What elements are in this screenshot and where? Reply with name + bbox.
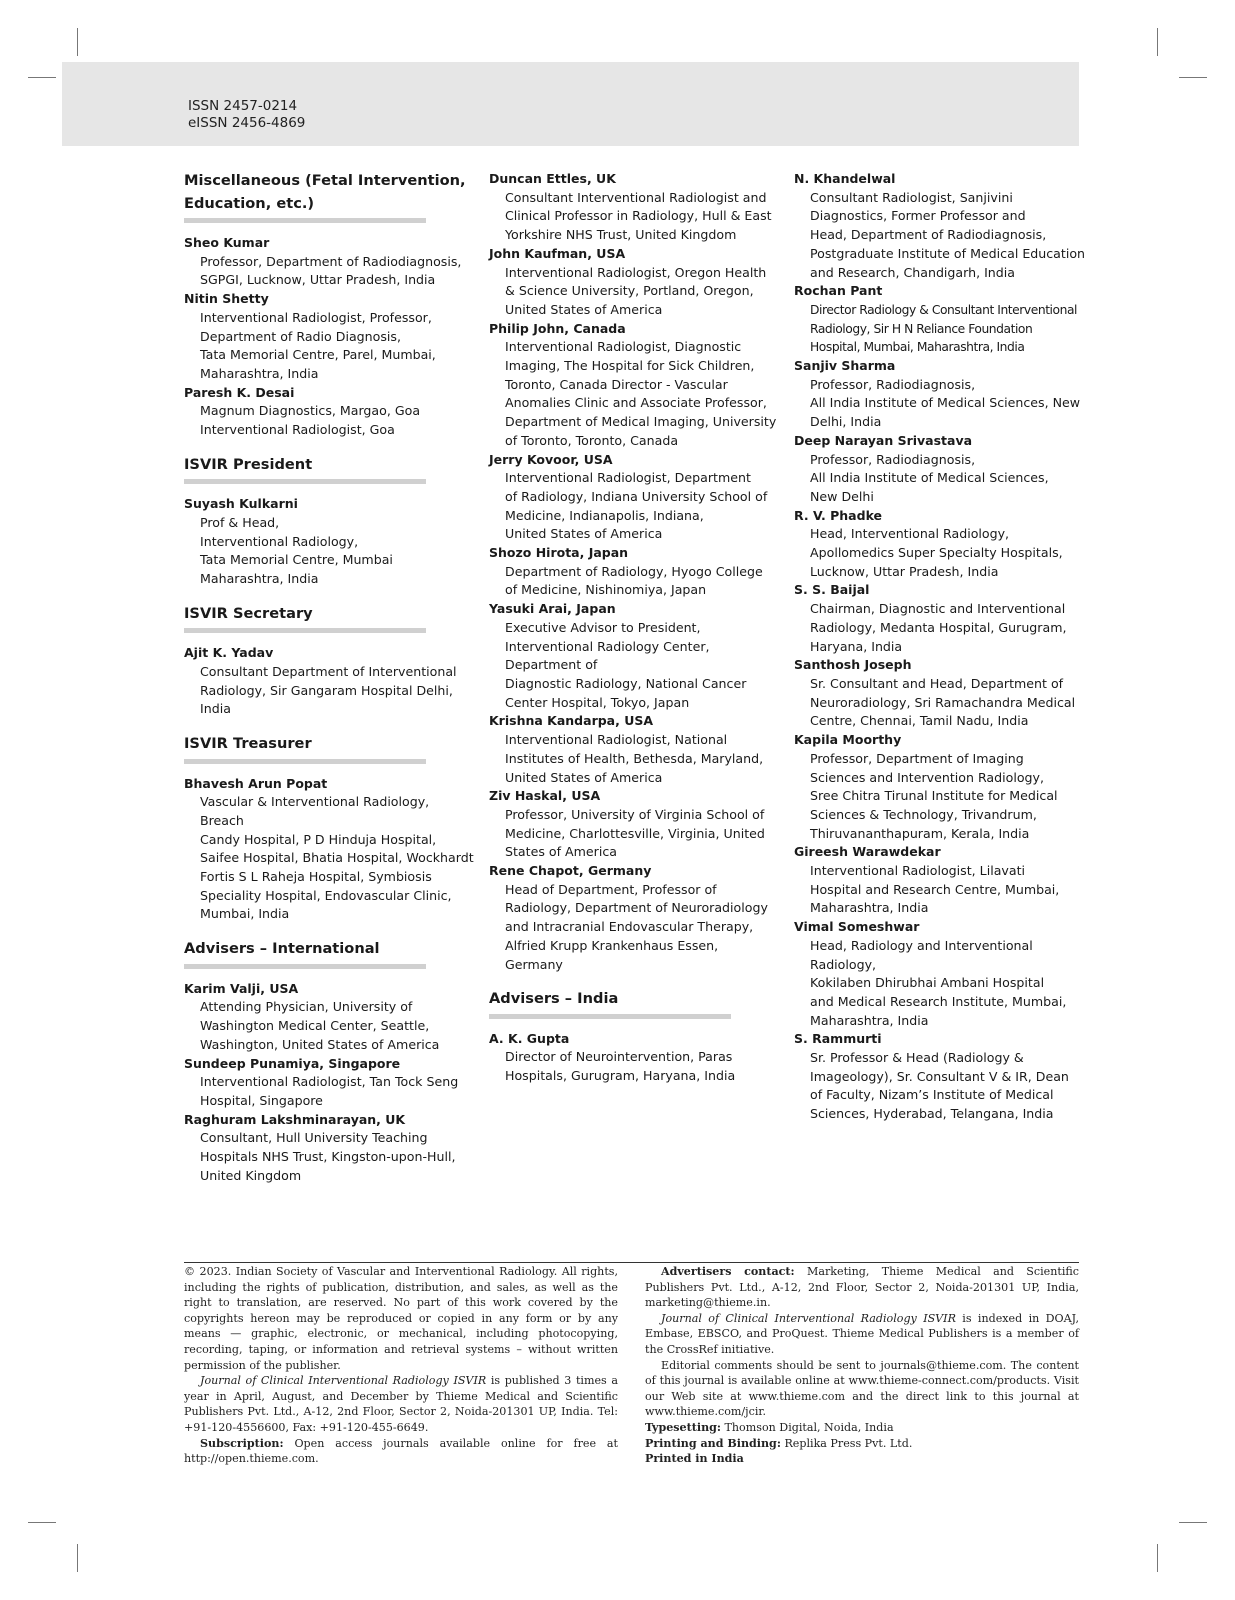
member-name: Rene Chapot, Germany bbox=[489, 863, 652, 879]
copyright-notice: © 2023. Indian Society of Vascular and Interventional Radiology. All rights, including the rights of publication, distribution, and sales, as well as the right to translation, are reserved. No part of this work covered by the copyrights hereon may be reproduced or copied in any form or by any means — graphic, electronic, or mechanical, including photocopying, recording, taping, or information and retrieval systems – without written permission of the publisher. bbox=[184, 1265, 618, 1372]
section-title: ISVIR Secretary bbox=[184, 604, 313, 622]
member-name: Karim Valji, USA bbox=[184, 980, 299, 996]
board-member bbox=[184, 384, 476, 440]
indexed-text: is indexed in DOAJ, Embase, EBSCO, and ProQuest. Thieme Medical Publishers is a member of the CrossRef initiative. bbox=[645, 1311, 1079, 1356]
member-affiliation: Head, Radiology and Interventional Radiology, Kokilaben Dhirubhai Ambani Hospital and Medical Research Institute, Mumbai, Maharashtra, India bbox=[810, 937, 1067, 1028]
member-name: Duncan Ettles, UK bbox=[489, 171, 616, 186]
subscription-text: Open access journals available online for free at http://open.thieme.com. bbox=[184, 1436, 618, 1466]
board-member bbox=[184, 644, 476, 719]
crop-mark bbox=[28, 77, 56, 78]
member-affiliation: Interventional Radiologist, National Institutes of Health, Bethesda, Maryland, United States of America bbox=[505, 732, 764, 785]
member-affiliation: Consultant Radiologist, Sanjivini Diagnostics, Former Professor and Head, Department of Radiodiagnosis, Postgraduate Institute of Medical Education and Research, Chandigarh, India bbox=[810, 189, 1086, 280]
member-name: Philip John, Canada bbox=[489, 320, 626, 336]
crop-mark bbox=[1179, 77, 1207, 78]
member-name: Gireesh Warawdekar bbox=[794, 844, 941, 860]
section-title: Advisers – International bbox=[184, 940, 380, 958]
member-name: Ajit K. Yadav bbox=[184, 645, 274, 661]
typesetting-notice bbox=[645, 1420, 1079, 1436]
board-member bbox=[794, 170, 1086, 282]
member-name: S. S. Baijal bbox=[794, 582, 870, 598]
member-affiliation: Professor, University of Virginia School of Medicine, Charlottesville, Virginia, United States of America bbox=[505, 806, 765, 860]
member-affiliation: Director of Neurointervention, Paras Hospitals, Gurugram, Haryana, India bbox=[505, 1049, 736, 1084]
section-spacer bbox=[489, 974, 781, 988]
board-member bbox=[794, 357, 1086, 432]
member-affiliation: Prof & Head, Interventional Radiology, Tata Memorial Centre, Mumbai Maharashtra, India bbox=[200, 514, 393, 587]
advertisers-label: Advertisers contact: bbox=[661, 1265, 795, 1278]
section-rule bbox=[184, 964, 426, 969]
section-rule bbox=[184, 218, 426, 223]
board-member bbox=[184, 290, 476, 384]
section-spacer bbox=[184, 589, 476, 603]
member-name: Shozo Hirota, Japan bbox=[489, 545, 629, 561]
journal-name-2: Journal of Clinical Interventional Radiology ISVIR bbox=[661, 1311, 956, 1325]
subscription-notice bbox=[184, 1436, 618, 1467]
board-member bbox=[184, 234, 476, 290]
member-affiliation: Interventional Radiologist, Professor, Department of Radio Diagnosis, Tata Memorial Centre, Parel, Mumbai, Maharashtra, India bbox=[200, 309, 436, 381]
publication-text: is published 3 times a year in April, August, and December by Thieme Medical and Scientific Publishers Pvt. Ltd., A-12, 2nd Floor, Sector 2, Noida-201301 UP, India. Tel: +91-120-4556600, Fax: +91-120-455-6649. bbox=[184, 1374, 618, 1434]
issn: ISSN 2457-0214 bbox=[188, 98, 298, 114]
member-affiliation: Sr. Consultant and Head, Department of Neuroradiology, Sri Ramachandra Medical Centre, Chennai, Tamil Nadu, India bbox=[810, 675, 1076, 729]
member-affiliation: Professor, Radiodiagnosis, All India Institute of Medical Sciences, New Delhi, India bbox=[810, 376, 1081, 430]
printed-in-notice bbox=[645, 1451, 1079, 1467]
advertisers-notice bbox=[645, 1264, 1079, 1311]
eissn: eISSN 2456-4869 bbox=[188, 115, 306, 131]
member-affiliation: Interventional Radiologist, Lilavati Hospital and Research Centre, Mumbai, Maharashtra, India bbox=[810, 863, 1060, 916]
member-affiliation: Professor, Radiodiagnosis, All India Institute of Medical Sciences, New Delhi bbox=[810, 451, 1049, 504]
editorial-notice: Editorial comments should be sent to journals@thieme.com. The content of this journal is available online at www.thieme-connect.com/products. Visit our Web site at www.thieme.com and the direct link to this journal at www.thieme.com/jcir. bbox=[645, 1358, 1079, 1419]
board-member bbox=[794, 843, 1086, 918]
typesetting-text: Thomson Digital, Noida, India bbox=[720, 1420, 894, 1434]
printing-text: Replika Press Pvt. Ltd. bbox=[780, 1436, 913, 1450]
editorial-column-2 bbox=[489, 170, 781, 1086]
issn-block bbox=[188, 98, 305, 132]
editorial-column-3 bbox=[794, 170, 1086, 1124]
header-band bbox=[62, 62, 1079, 146]
member-affiliation: Professor, Department of Radiodiagnosis, SGPGI, Lucknow, Uttar Pradesh, India bbox=[200, 253, 462, 288]
member-affiliation: Interventional Radiologist, Diagnostic Imaging, The Hospital for Sick Children, Toronto, Canada Director - Vascular Anomalies Clinic and Associate Professor, Department of Medical Imaging, University of Toronto, Toronto, Canada bbox=[505, 339, 777, 448]
section-title: ISVIR Treasurer bbox=[184, 735, 312, 753]
section-rule bbox=[184, 479, 426, 484]
member-name: Jerry Kovoor, USA bbox=[489, 451, 613, 467]
member-affiliation: Attending Physician, University of Washington Medical Center, Seattle, Washington, United States of America bbox=[200, 999, 440, 1052]
board-member bbox=[489, 1030, 781, 1086]
board-member bbox=[184, 775, 476, 925]
board-member bbox=[489, 600, 781, 712]
member-name: Sheo Kumar bbox=[184, 235, 270, 250]
member-affiliation: Executive Advisor to President, Interventional Radiology Center, Department of Diagnostic Radiology, National Cancer Center Hospital, Tokyo, Japan bbox=[505, 619, 747, 710]
member-name: Paresh K. Desai bbox=[184, 384, 295, 400]
board-member bbox=[794, 581, 1086, 656]
member-name: Vimal Someshwar bbox=[794, 919, 920, 935]
section-title: Advisers – India bbox=[489, 990, 619, 1008]
member-affiliation: Head of Department, Professor of Radiology, Department of Neuroradiology and Intracranial Endovascular Therapy, Alfried Krupp Krankenhaus Essen, Germany bbox=[505, 881, 768, 972]
board-member bbox=[489, 451, 781, 545]
member-affiliation: Director Radiology & Consultant Interventional Radiology, Sir H N Reliance Foundation Hospital, Mumbai, Maharashtra, India bbox=[810, 302, 1077, 355]
member-name: Kapila Moorthy bbox=[794, 732, 902, 748]
member-name: Rochan Pant bbox=[794, 283, 883, 299]
member-name: Santhosh Joseph bbox=[794, 657, 912, 673]
crop-mark bbox=[1157, 1544, 1158, 1572]
board-member bbox=[489, 787, 781, 862]
member-name: Krishna Kandarpa, USA bbox=[489, 713, 654, 729]
member-name: S. Rammurti bbox=[794, 1031, 882, 1047]
footer-right bbox=[645, 1264, 1079, 1467]
board-member bbox=[489, 170, 781, 245]
crop-mark bbox=[1157, 28, 1158, 56]
member-affiliation: Sr. Professor & Head (Radiology & Imageology), Sr. Consultant V & IR, Dean of Faculty, Nizam’s Institute of Medical Sciences, Hyderabad, Telangana, India bbox=[810, 1050, 1069, 1122]
printing-notice bbox=[645, 1436, 1079, 1452]
crop-mark bbox=[1179, 1522, 1207, 1523]
crop-mark bbox=[77, 1544, 78, 1572]
member-affiliation: Interventional Radiologist, Oregon Health & Science University, Portland, Oregon, United States of America bbox=[505, 264, 767, 317]
board-member bbox=[489, 320, 781, 451]
member-name: Raghuram Lakshminarayan, UK bbox=[184, 1111, 406, 1127]
journal-name: Journal of Clinical Interventional Radiology ISVIR bbox=[200, 1374, 487, 1388]
member-name: Sanjiv Sharma bbox=[794, 358, 896, 374]
crop-mark bbox=[77, 28, 78, 56]
member-affiliation: Consultant, Hull University Teaching Hospitals NHS Trust, Kingston-upon-Hull, United Kingdom bbox=[200, 1130, 456, 1183]
board-member bbox=[794, 918, 1086, 1030]
member-affiliation: Consultant Department of Interventional Radiology, Sir Gangaram Hospital Delhi, India bbox=[200, 663, 457, 717]
member-name: Ziv Haskal, USA bbox=[489, 788, 601, 804]
member-name: Bhavesh Arun Popat bbox=[184, 775, 328, 791]
member-name: N. Khandelwal bbox=[794, 171, 896, 186]
board-member bbox=[489, 712, 781, 787]
board-member bbox=[489, 862, 781, 974]
board-member bbox=[489, 544, 781, 600]
member-name: R. V. Phadke bbox=[794, 507, 883, 523]
member-affiliation: Interventional Radiologist, Department of Radiology, Indiana University School of Medicine, Indianapolis, Indiana, United States of America bbox=[505, 470, 768, 542]
board-member bbox=[184, 980, 476, 1055]
publication-notice bbox=[184, 1373, 618, 1435]
board-member bbox=[489, 245, 781, 320]
indexing-notice bbox=[645, 1311, 1079, 1358]
footer-left bbox=[184, 1264, 618, 1467]
member-affiliation: Head, Interventional Radiology, Apollomedics Super Specialty Hospitals, Lucknow, Uttar Pradesh, India bbox=[810, 526, 1063, 579]
board-member bbox=[794, 432, 1086, 507]
board-member bbox=[184, 495, 476, 589]
member-affiliation: Professor, Department of Imaging Sciences and Intervention Radiology, Sree Chitra Tirunal Institute for Medical Sciences & Technology, Trivandrum, Thiruvananthapuram, Kerala, India bbox=[810, 750, 1058, 841]
member-name: A. K. Gupta bbox=[489, 1030, 570, 1046]
section-rule bbox=[489, 1014, 731, 1019]
board-member bbox=[794, 282, 1086, 357]
advertisers-text: Marketing, Thieme Medical and Scientific Publishers Pvt. Ltd., A-12, 2nd Floor, Sector 2, Noida-201301 UP, India, marketing@thieme.in. bbox=[645, 1265, 1080, 1310]
member-affiliation: Consultant Interventional Radiologist and Clinical Professor in Radiology, Hull & East Yorkshire NHS Trust, United Kingdom bbox=[505, 189, 772, 243]
member-name: Nitin Shetty bbox=[184, 291, 269, 307]
section-rule bbox=[184, 759, 426, 764]
printed-in: Printed in India bbox=[645, 1452, 744, 1466]
member-name: Yasuki Arai, Japan bbox=[489, 601, 616, 617]
member-name: Sundeep Punamiya, Singapore bbox=[184, 1055, 401, 1071]
board-member bbox=[184, 1055, 476, 1111]
member-name: John Kaufman, USA bbox=[489, 245, 626, 261]
member-affiliation: Vascular & Interventional Radiology, Breach Candy Hospital, P D Hinduja Hospital, Saifee Hospital, Bhatia Hospital, Wockhardt Fortis S L Raheja Hospital, Symbiosis Speciality Hospital, Endovascular Clinic, Mumbai, India bbox=[200, 794, 474, 922]
member-affiliation: Department of Radiology, Hyogo College of Medicine, Nishinomiya, Japan bbox=[505, 563, 763, 598]
member-affiliation: Interventional Radiologist, Tan Tock Seng Hospital, Singapore bbox=[200, 1074, 459, 1108]
section-title: Miscellaneous (Fetal Intervention, Education, etc.) bbox=[184, 172, 466, 212]
member-name: Suyash Kulkarni bbox=[184, 496, 298, 512]
member-affiliation: Magnum Diagnostics, Margao, Goa Interventional Radiologist, Goa bbox=[200, 403, 421, 438]
typesetting-label: Typesetting: bbox=[645, 1420, 721, 1434]
board-member bbox=[184, 1111, 476, 1186]
member-name: Deep Narayan Srivastava bbox=[794, 432, 973, 448]
section-spacer bbox=[184, 924, 476, 938]
section-rule bbox=[184, 628, 426, 633]
editorial-column-1 bbox=[184, 170, 476, 1185]
section-spacer bbox=[184, 719, 476, 733]
crop-mark bbox=[28, 1522, 56, 1523]
board-member bbox=[794, 1030, 1086, 1124]
board-member bbox=[794, 507, 1086, 582]
member-affiliation: Chairman, Diagnostic and Interventional Radiology, Medanta Hospital, Gurugram, Haryana, India bbox=[810, 601, 1067, 654]
subscription-label: Subscription: bbox=[200, 1436, 284, 1450]
footer-rule bbox=[184, 1262, 1079, 1263]
board-member bbox=[794, 731, 1086, 843]
printing-label: Printing and Binding: bbox=[645, 1436, 781, 1450]
section-title: ISVIR President bbox=[184, 455, 313, 473]
board-member bbox=[794, 656, 1086, 731]
section-spacer bbox=[184, 440, 476, 454]
